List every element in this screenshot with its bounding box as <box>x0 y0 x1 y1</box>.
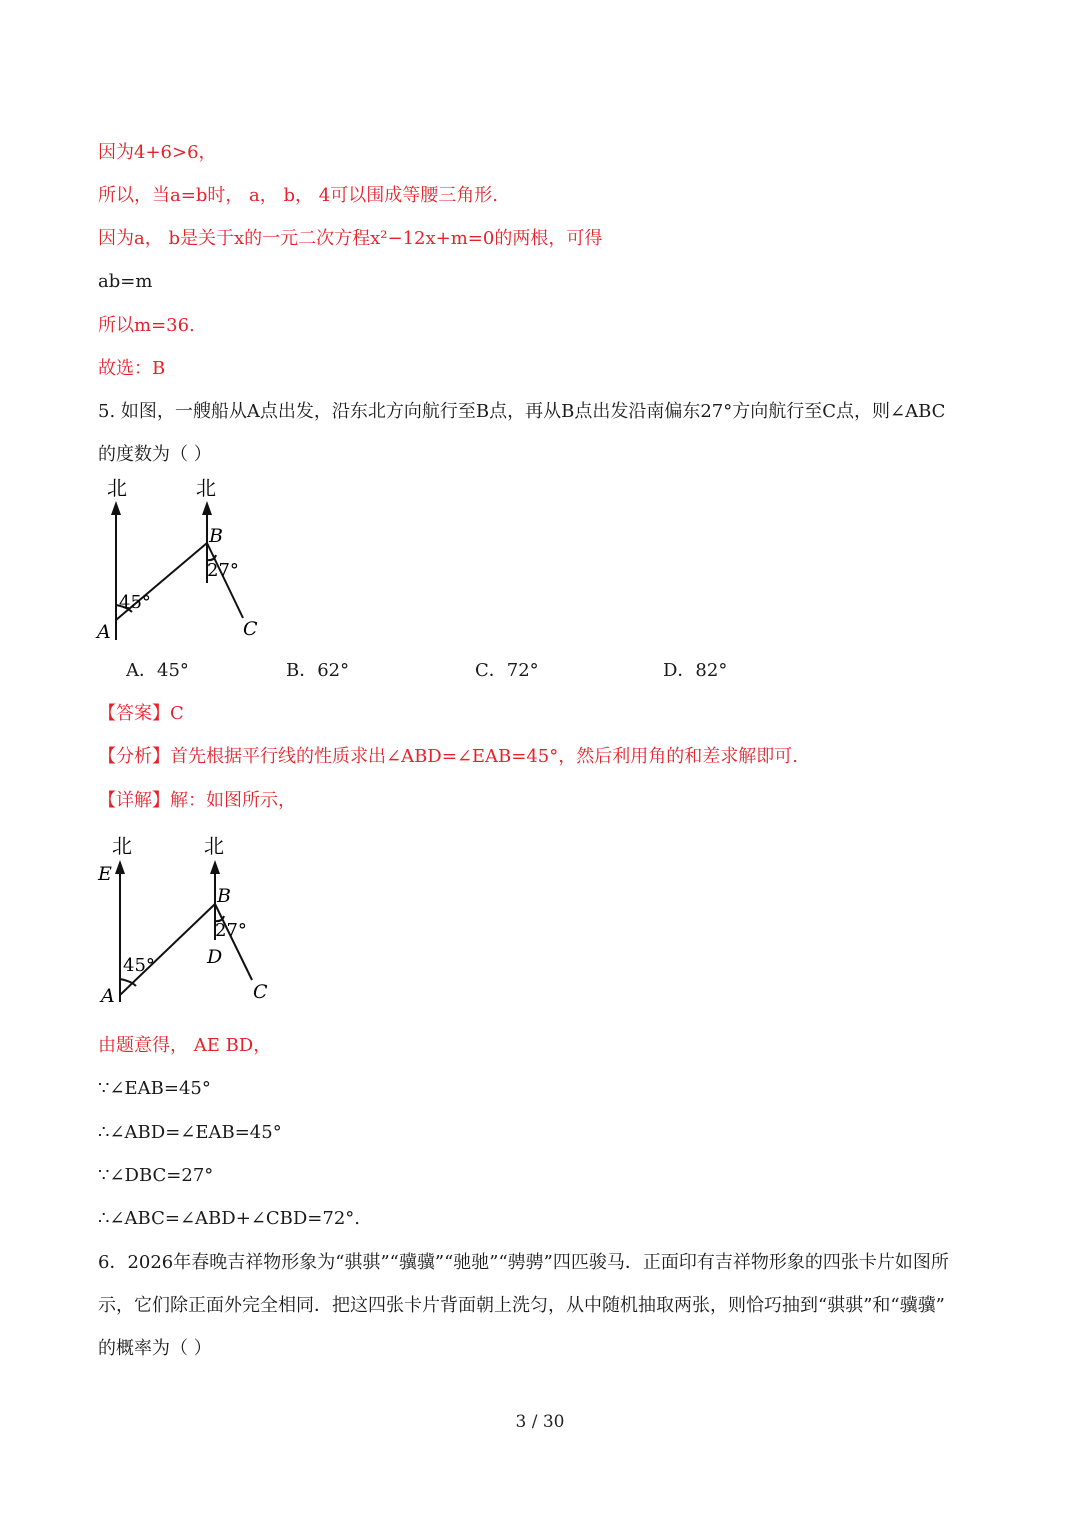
q5-stem-line-1: 5. 如图，一艘船从A点出发，沿东北方向航行至B点，再从B点出发沿南偏东27°方向航行至C点，则∠ABC <box>98 401 946 422</box>
option-c: C．72° <box>475 660 539 681</box>
q5-answer: 【答案】C <box>98 703 184 724</box>
angle-27-label: 27° <box>207 560 239 581</box>
option-d: D．82° <box>663 660 728 681</box>
solution-line-1: 因为4+6>6， <box>98 142 217 163</box>
page-number: 3 / 30 <box>515 1412 565 1432</box>
q5-analysis: 【分析】首先根据平行线的性质求出∠ABD=∠EAB=45°，然后利用角的和差求解即可. <box>98 746 798 767</box>
solution-choice: 故选：B <box>98 358 166 379</box>
angle-45-label-2: 45° <box>123 955 155 976</box>
angle-27-label-2: 27° <box>215 920 247 941</box>
option-a: A．45° <box>126 660 189 681</box>
point-c-label: C <box>243 618 258 640</box>
north-label-a: 北 <box>107 476 127 500</box>
point-b2-label: B <box>217 885 231 907</box>
q6-stem-line-3: 的概率为（ ） <box>98 1338 212 1359</box>
q5-figure <box>95 475 280 650</box>
point-a2-label: A <box>101 985 115 1007</box>
solution-line-3: 因为a， b是关于x的一元二次方程x²−12x+m=0的两根，可得 <box>98 228 603 249</box>
point-b-label: B <box>209 525 223 547</box>
point-c2-label: C <box>253 981 268 1003</box>
solution-line-4: ab=m <box>98 271 153 292</box>
point-d-label: D <box>207 946 223 968</box>
q5-detail-title: 【详解】解：如图所示， <box>98 790 296 811</box>
q6-stem-line-1: 6．2026年春晚吉祥物形象为“骐骐”“骥骥”“驰驰”“骋骋”四匹骏马．正面印有吉祥物形象的四张卡片如图所 <box>98 1252 949 1273</box>
q5-stem-line-2: 的度数为（ ） <box>98 444 212 465</box>
q5-step-2: ∵∠EAB=45° <box>98 1078 211 1099</box>
north-label-b: 北 <box>196 476 216 500</box>
q5-step-3: ∴∠ABD=∠EAB=45° <box>98 1122 282 1143</box>
q5-step-1: 由题意得， AE BD， <box>98 1035 272 1056</box>
q5-step-4: ∵∠DBC=27° <box>98 1165 214 1186</box>
option-b: B．62° <box>286 660 350 681</box>
solution-line-2: 所以，当a=b时， a， b， 4可以围成等腰三角形. <box>98 185 498 206</box>
q5-step-5: ∴∠ABC=∠ABD+∠CBD=72°. <box>98 1208 360 1229</box>
point-a-label: A <box>97 621 111 643</box>
north-label-b2: 北 <box>204 834 224 858</box>
q6-stem-line-2: 示，它们除正面外完全相同．把这四张卡片背面朝上洗匀，从中随机抽取两张，则恰巧抽到“骐骐”和“骥骥” <box>98 1295 945 1316</box>
q5-solution-figure <box>95 830 280 1010</box>
point-e-label: E <box>98 863 112 885</box>
solution-line-5: 所以m=36. <box>98 315 195 336</box>
angle-45-label: 45° <box>119 592 151 613</box>
north-label-e: 北 <box>112 834 132 858</box>
